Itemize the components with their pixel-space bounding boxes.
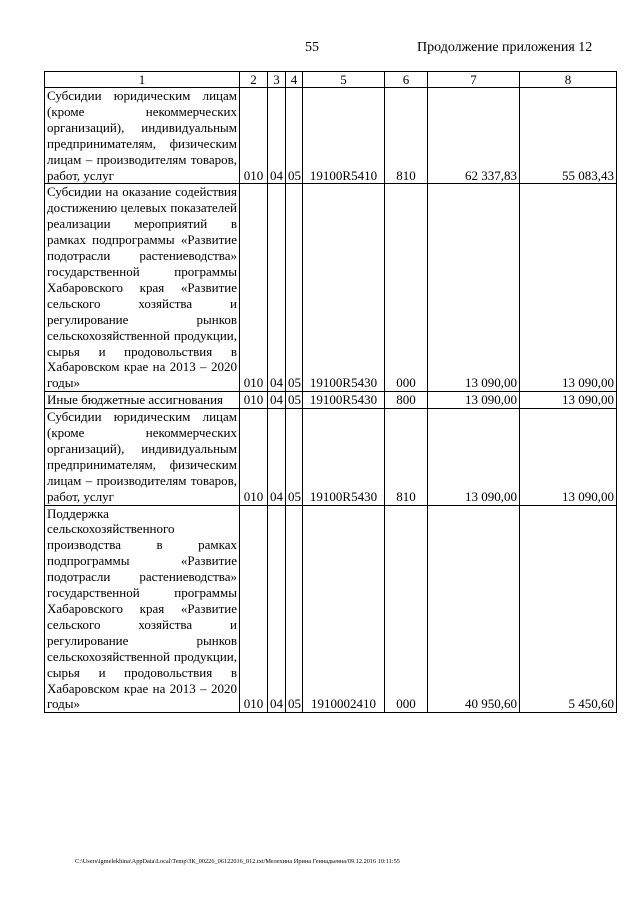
table-row (45, 392, 617, 409)
amount-cell: 13 090,00 (428, 409, 520, 505)
amount-cell: 55 083,43 (520, 88, 617, 184)
code-cell: 010 (240, 184, 268, 392)
column-header: 2 (240, 72, 268, 88)
column-header: 6 (385, 72, 428, 88)
row-description: Иные бюджетные ассигнования (47, 392, 224, 408)
code-cell: 010 (240, 409, 268, 505)
amount-cell: 62 337,83 (428, 88, 520, 184)
amount-cell: 13 090,00 (428, 184, 520, 392)
table-row (45, 409, 617, 505)
subsection-cell: 05 (286, 505, 303, 713)
section-cell: 04 (268, 88, 286, 184)
section-cell: 04 (268, 505, 286, 713)
row-description: Поддержка сельскохозяйственного производства в рамках подпрограммы «Развитие подотрасли растениеводства» государственной программы Хабаровского края «Развитие сельского хозяйства и регулирование рынков сельскохозяйственной продукции, сырья и продовольствия в Хабаровском крае на 2013 – 2020 годы» (47, 505, 237, 712)
expense-type-cell: 810 (385, 88, 428, 184)
column-header: 3 (268, 72, 286, 88)
amount-cell: 5 450,60 (520, 505, 617, 713)
row-description-cell (45, 392, 240, 409)
table-header-row (45, 72, 617, 88)
code-cell: 010 (240, 392, 268, 409)
amount-cell: 40 950,60 (428, 505, 520, 713)
appendix-continuation-label: Продолжение приложения 12 (417, 40, 593, 55)
subsection-cell: 05 (286, 184, 303, 392)
amount-cell: 13 090,00 (520, 184, 617, 392)
amount-cell: 13 090,00 (428, 392, 520, 409)
budget-table (44, 71, 617, 713)
row-description-cell (45, 409, 240, 505)
expense-type-cell: 810 (385, 409, 428, 505)
table-row (45, 505, 617, 713)
column-header: 5 (303, 72, 385, 88)
expense-type-cell: 000 (385, 184, 428, 392)
expense-type-cell: 800 (385, 392, 428, 409)
table-row (45, 88, 617, 184)
row-description: Субсидии юридическим лицам (кроме некоммерческих организаций), индивидуальным предпринимателям, физическим лицам – производителям товаров, работ, услуг (47, 409, 237, 504)
row-description: Субсидии на оказание содействия достижению целевых показателей реализации мероприятий в рамках подпрограммы «Развитие подотрасли растениеводства» государственной программы Хабаровского края «Развитие сельского хозяйства и регулирование рынков сельскохозяйственной продукции, сырья и продовольствия в Хабаровском крае на 2013 – 2020 годы» (47, 184, 237, 391)
column-header: 8 (520, 72, 617, 88)
column-header: 1 (45, 72, 240, 88)
section-cell: 04 (268, 184, 286, 392)
expense-type-cell: 000 (385, 505, 428, 713)
column-header: 4 (286, 72, 303, 88)
file-path-footer: C:\Users\igmelekhina\AppData\Local\Temp\ЗК_00226_06122016_012.txt/Мелехина Ирина Геннадьевна/09.12.2016 10:11:55 (75, 858, 400, 865)
amount-cell: 13 090,00 (520, 392, 617, 409)
subsection-cell: 05 (286, 88, 303, 184)
target-article-cell: 19100R5430 (303, 184, 385, 392)
section-cell: 04 (268, 392, 286, 409)
subsection-cell: 05 (286, 409, 303, 505)
section-cell: 04 (268, 409, 286, 505)
row-description-cell (45, 184, 240, 392)
target-article-cell: 19100R5430 (303, 409, 385, 505)
amount-cell: 13 090,00 (520, 409, 617, 505)
table-row (45, 184, 617, 392)
row-description-cell (45, 88, 240, 184)
target-article-cell: 1910002410 (303, 505, 385, 713)
column-header: 7 (428, 72, 520, 88)
target-article-cell: 19100R5410 (303, 88, 385, 184)
target-article-cell: 19100R5430 (303, 392, 385, 409)
code-cell: 010 (240, 505, 268, 713)
subsection-cell: 05 (286, 392, 303, 409)
row-description-cell (45, 505, 240, 713)
code-cell: 010 (240, 88, 268, 184)
page-number: 55 (305, 40, 319, 55)
row-description: Субсидии юридическим лицам (кроме некоммерческих организаций), индивидуальным предпринимателям, физическим лицам – производителям товаров, работ, услуг (47, 88, 237, 183)
